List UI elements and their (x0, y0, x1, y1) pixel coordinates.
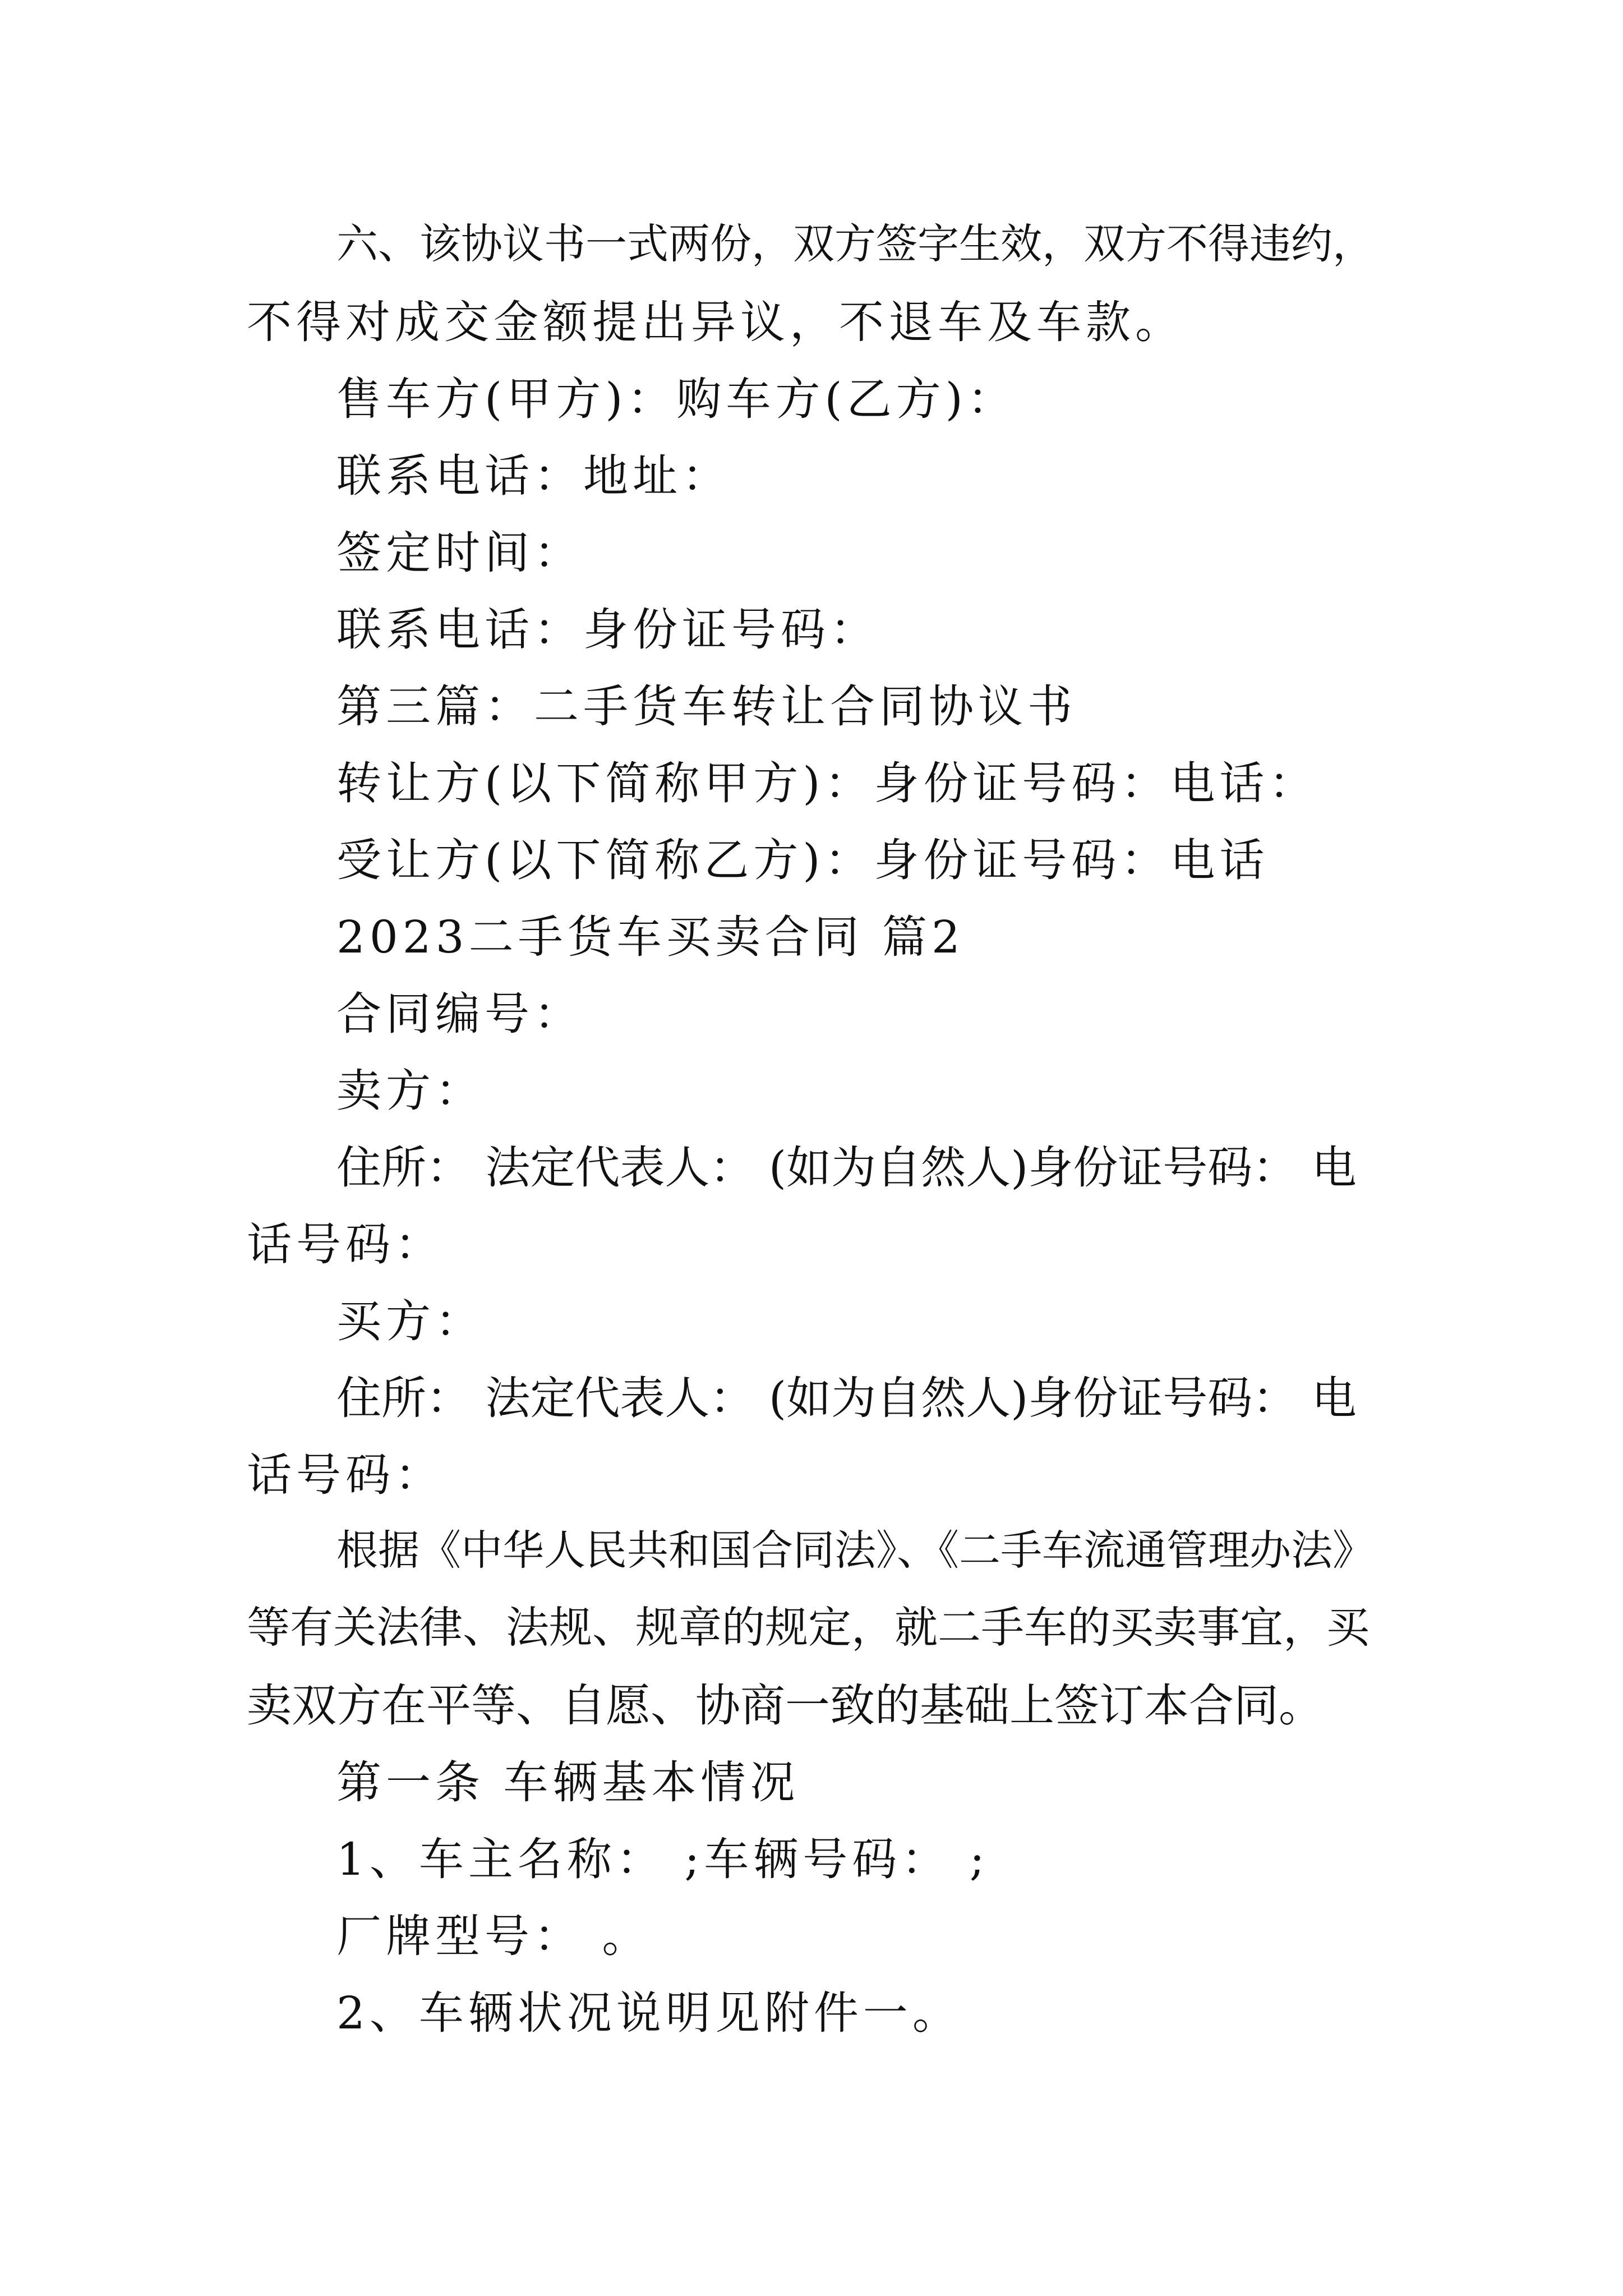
paragraph-line: 买方： (336, 1295, 485, 1347)
paragraph-line: 话号码： (247, 1218, 444, 1271)
paragraph-line: 1、车主名称： ;车辆号码： ; (336, 1833, 989, 1885)
paragraph-line: 根据《中华人民共和国合同法》、《二手车流通管理办法》 (336, 1526, 1374, 1575)
paragraph-line: 联系电话：地址： (336, 450, 731, 502)
paragraph-line: 签定时间： (336, 527, 583, 579)
paragraph-line: 等有关法律、法规、规章的规定，就二手车的买卖事宜，买 (247, 1603, 1370, 1653)
paragraph-line: 2、车辆状况说明见附件一。 (336, 1987, 962, 2039)
paragraph-line: 联系电话：身份证号码： (336, 604, 879, 656)
section-heading: 第三篇：二手货车转让合同协议书 (336, 680, 1077, 733)
paragraph-line: 住所： 法定代表人： (如为自然人)身份证号码： 电 (336, 1142, 1357, 1194)
paragraph-line: 住所： 法定代表人： (如为自然人)身份证号码： 电 (336, 1372, 1357, 1424)
paragraph-line: 合同编号： (336, 988, 583, 1040)
section-heading: 第一条 车辆基本情况 (336, 1756, 800, 1809)
paragraph-line: 售车方(甲方)：购车方(乙方)： (336, 373, 1017, 425)
paragraph-line: 不得对成交金额提出异议，不退车及车款。 (247, 296, 1184, 348)
paragraph-line: 六、该协议书一式两份，双方签字生效，双方不得违约， (336, 220, 1374, 268)
paragraph-line: 厂牌型号： 。 (336, 1910, 652, 1962)
paragraph-line: 卖方： (336, 1065, 485, 1117)
paragraph-line: 转让方(以下简称甲方)：身份证号码：电话： (336, 757, 1318, 809)
paragraph-line: 卖双方在平等、自愿、协商一致的基础上签订本合同。 (247, 1680, 1324, 1732)
paragraph-line: 受让方(以下简称乙方)：身份证号码：电话 (336, 834, 1269, 886)
paragraph-line: 话号码： (247, 1449, 444, 1501)
section-heading: 2023二手货车买卖合同 篇2 (336, 911, 965, 963)
